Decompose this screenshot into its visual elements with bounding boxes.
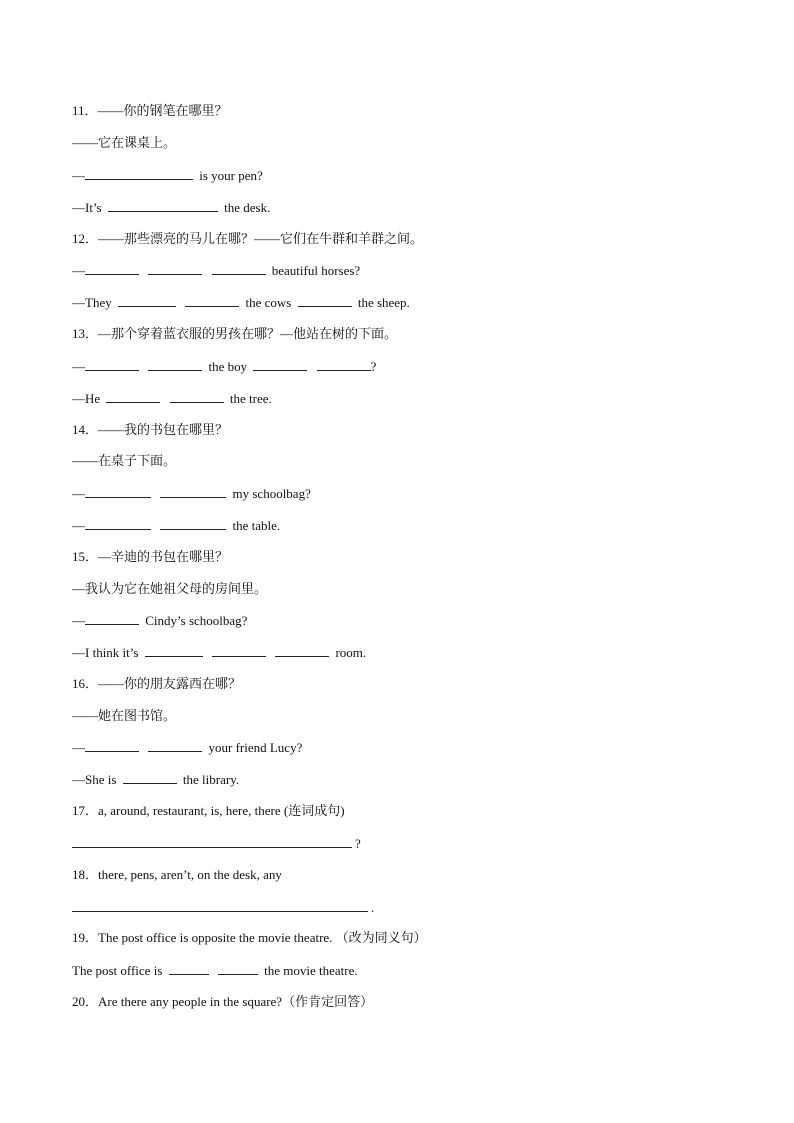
q15-line1: — Cindy’s schoolbag? [72,613,248,628]
q16-line2: —She is the library. [72,772,240,787]
q15-answer-cn: —我认为它在她祖父母的房间里。 [72,581,268,596]
q11-answer-cn: ——它在课桌上。 [72,135,177,150]
answer-blank[interactable] [85,612,139,625]
answer-blank[interactable] [317,358,371,371]
dash-mark: — [72,613,85,628]
q19-prompt: 19．The post office is opposite the movie theatre. （改为同义句） [72,930,427,945]
answer-blank[interactable] [253,358,307,371]
q13-line1: — the boy ? [72,359,377,374]
q13-line2: —He the tree. [72,391,272,406]
answer-blank[interactable] [298,294,352,307]
answer-blank[interactable] [160,517,226,530]
answer-blank[interactable] [148,739,202,752]
dash-mark: — [72,263,85,278]
q14-answer-cn: ——在桌子下面。 [72,453,177,468]
answer-blank[interactable] [160,485,226,498]
dash-mark: — [72,168,85,183]
q14-line2: — the table. [72,518,281,533]
dash-mark: — [72,359,85,374]
answer-blank[interactable] [275,644,329,657]
q12-line2: —They the cows the sheep. [72,295,410,310]
answer-blank[interactable] [85,485,151,498]
q14-line1: — my schoolbag? [72,486,311,501]
answer-blank[interactable] [148,262,202,275]
answer-blank[interactable] [169,962,209,975]
q18-answer-line: . [72,899,374,916]
answer-blank[interactable] [85,739,139,752]
answer-blank[interactable] [148,358,202,371]
dash-mark: — [72,518,85,533]
answer-blank[interactable] [212,262,266,275]
answer-blank[interactable] [72,899,368,912]
q14-prompt: 14．——我的书包在哪里？ [72,422,229,437]
answer-blank[interactable] [85,167,193,180]
answer-blank[interactable] [123,771,177,784]
q17-answer-line: ? [72,835,361,852]
q16-answer-cn: ——她在图书馆。 [72,708,177,723]
answer-blank[interactable] [145,644,203,657]
answer-blank[interactable] [85,262,139,275]
answer-blank[interactable] [170,390,224,403]
q20-prompt: 20．Are there any people in the square?（作肯定回答） [72,994,374,1009]
q11-prompt: 11．——你的钢笔在哪里？ [72,103,228,118]
answer-blank[interactable] [118,294,176,307]
q12-line1: — beautiful horses? [72,263,361,278]
q16-line1: — your friend Lucy? [72,740,303,755]
q16-prompt: 16．——你的朋友露西在哪？ [72,676,242,691]
q12-prompt: 12．——那些漂亮的马儿在哪？——它们在牛群和羊群之间。 [72,231,424,246]
q17-prompt: 17．a, around, restaurant, is, here, there (连词成句) [72,803,345,818]
answer-blank[interactable] [212,644,266,657]
q15-prompt: 15．—辛迪的书包在哪里？ [72,549,229,564]
answer-blank[interactable] [185,294,239,307]
dash-mark: — [72,486,85,501]
q15-line2: —I think it’s room. [72,645,367,660]
answer-blank[interactable] [85,358,139,371]
q11-line1: — is your pen? [72,168,263,183]
q18-prompt: 18．there, pens, aren’t, on the desk, any [72,867,282,882]
q13-prompt: 13．—那个穿着蓝衣服的男孩在哪？—他站在树的下面。 [72,326,398,341]
answer-blank[interactable] [72,835,352,848]
answer-blank[interactable] [106,390,160,403]
answer-blank[interactable] [108,199,218,212]
q11-line2: —It’s the desk. [72,200,271,215]
dash-mark: — [72,740,85,755]
q19-line1: The post office is the movie theatre. [72,963,358,978]
answer-blank[interactable] [85,517,151,530]
answer-blank[interactable] [218,962,258,975]
